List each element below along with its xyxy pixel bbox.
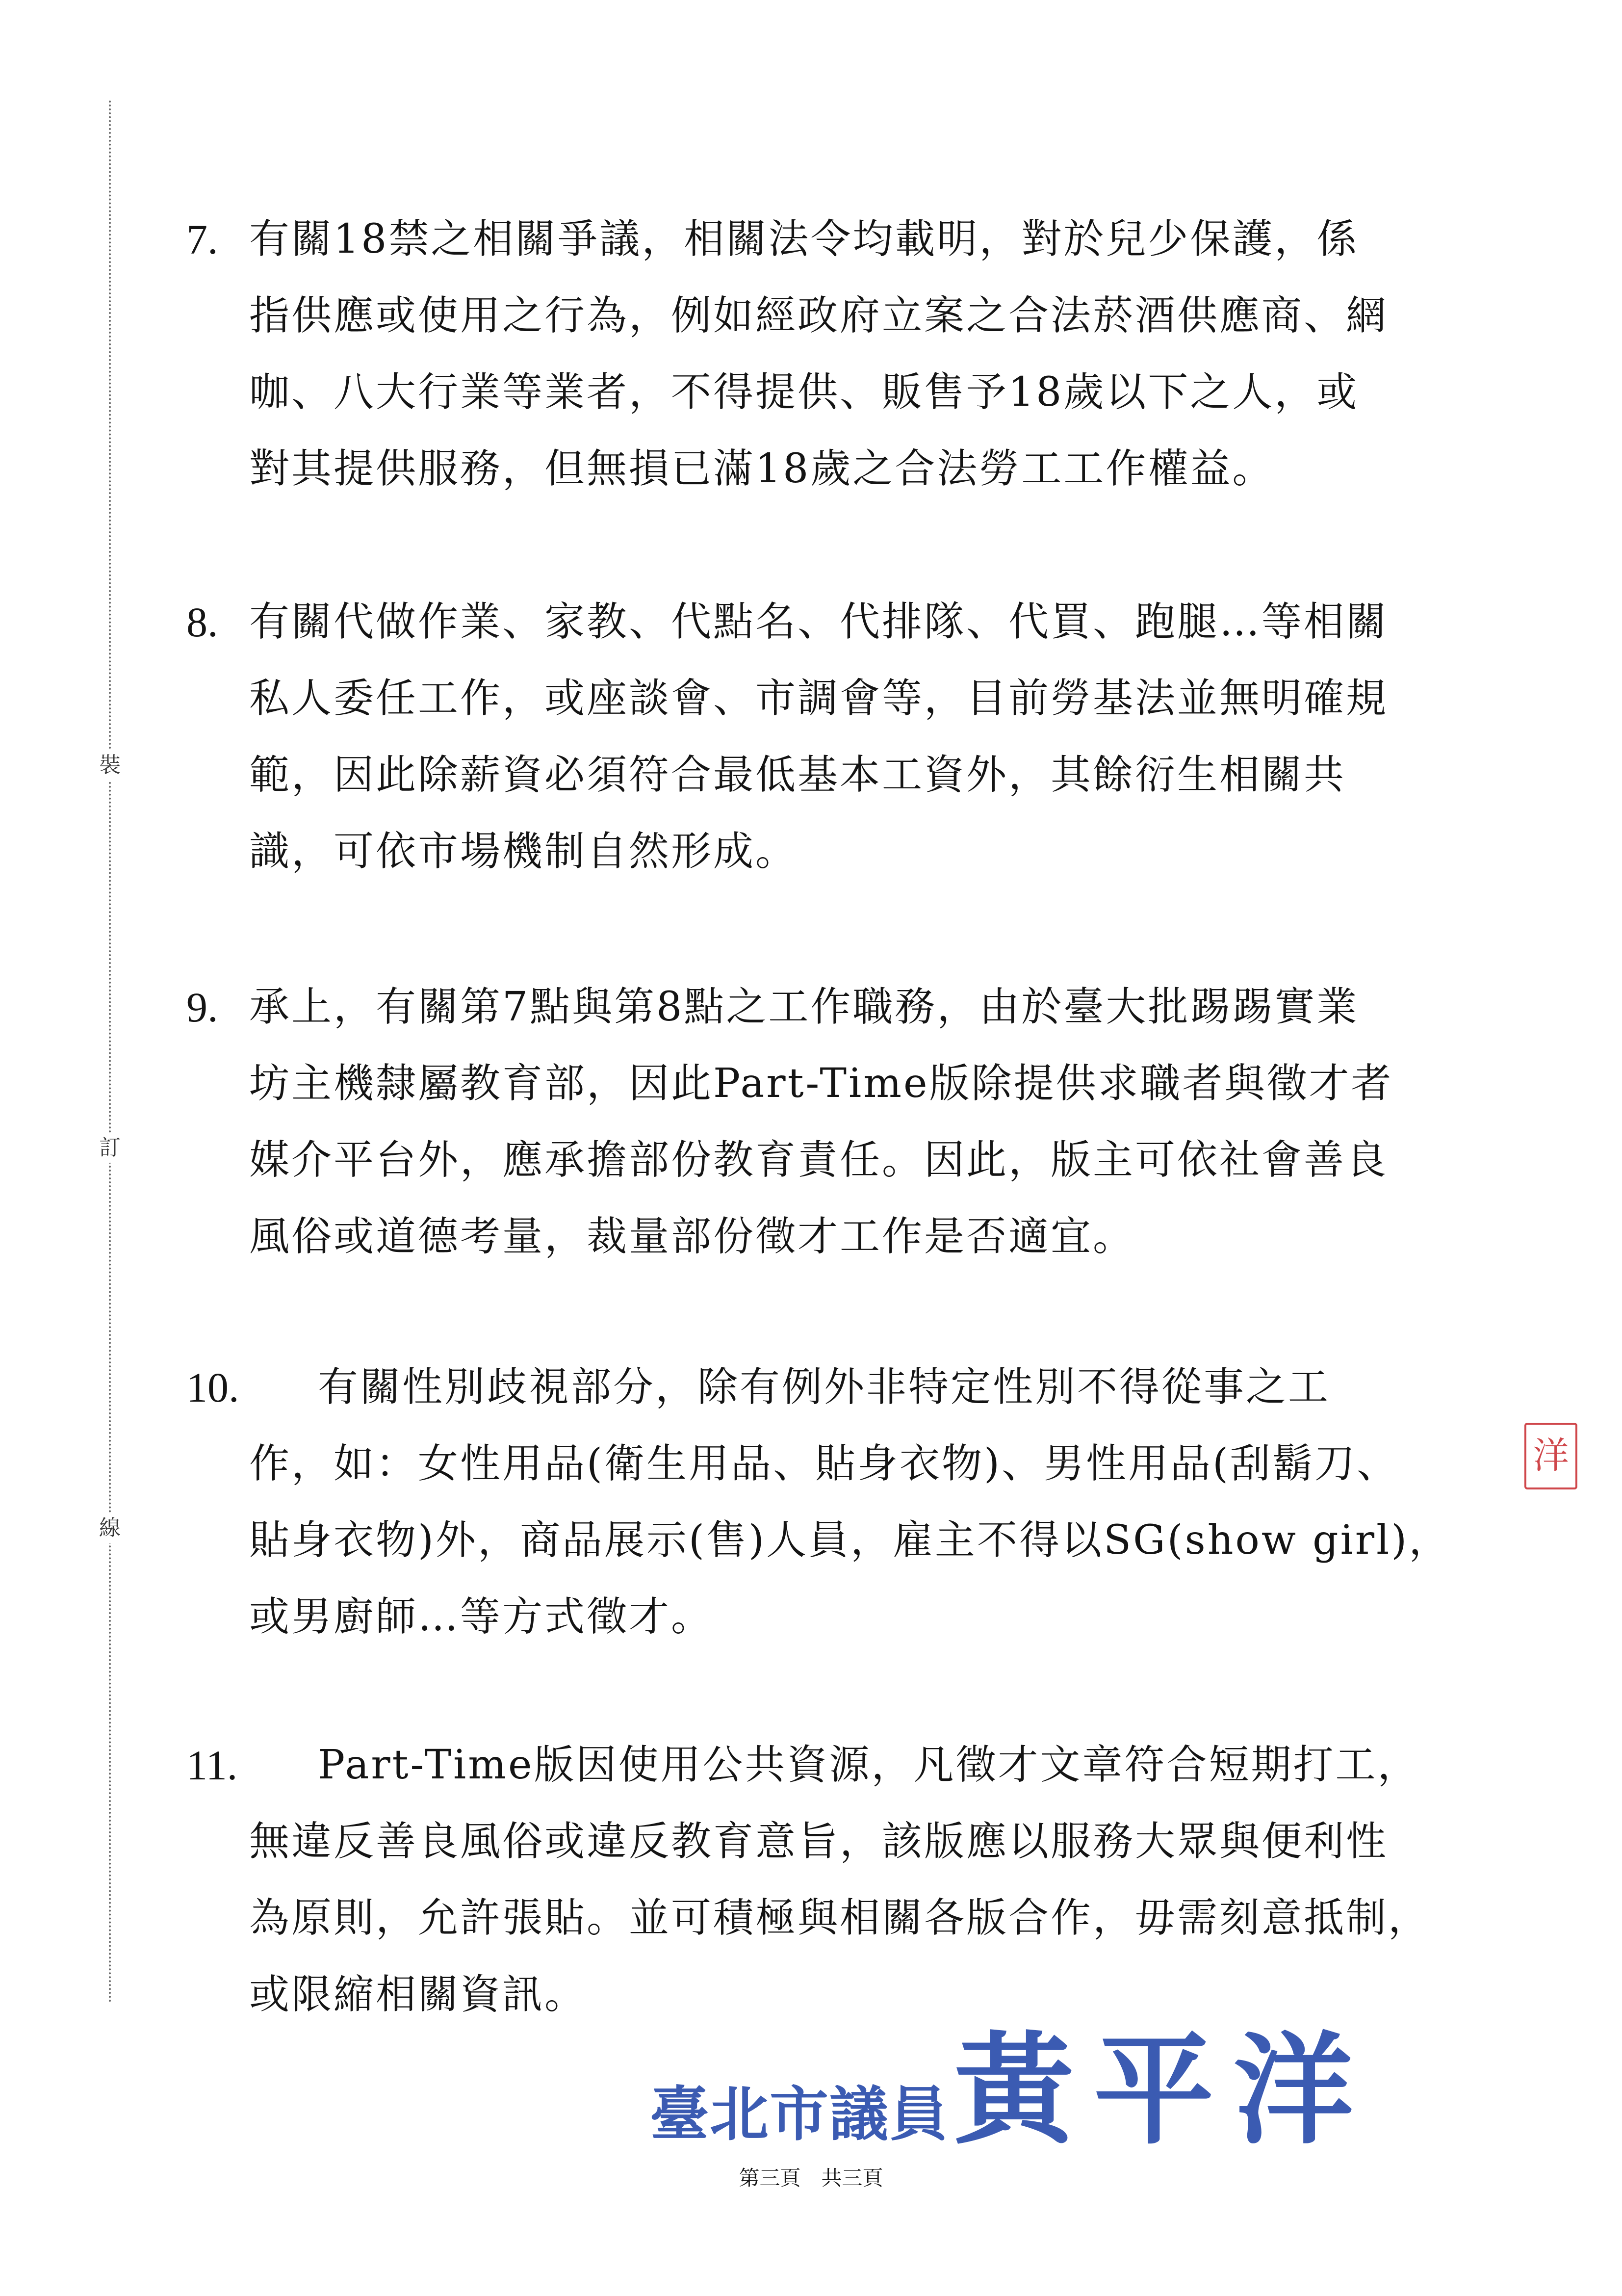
item-line: 媒介平台外，應承擔部份教育責任。因此，版主可依社會善良: [249, 1137, 1389, 1183]
item-line: 承上，有關第7點與第8點之工作職務，由於臺大批踢踢實業: [249, 984, 1359, 1030]
item-line: 或限縮相關資訊。: [249, 1971, 587, 2018]
signature-name: 黃平洋: [954, 2019, 1373, 2161]
item-line: Part-Time版因使用公共資源，凡徵才文章符合短期打工，: [318, 1742, 1420, 1788]
binding-char-ding: 訂: [97, 1133, 123, 1163]
item-11: [186, 1727, 1432, 2033]
item-number: 9.: [186, 984, 218, 1031]
item-10: [186, 1349, 1451, 1655]
seal-stamp: 洋: [1524, 1423, 1577, 1489]
item-number: 10.: [186, 1364, 239, 1411]
item-number: 7.: [186, 216, 218, 263]
item-line: 對其提供服務，但無損已滿18歲之合法勞工工作權益。: [249, 445, 1275, 492]
page-footer: 第三頁 共三頁: [739, 2166, 883, 2190]
item-line: 有關18禁之相關爭議，相關法令均載明，對於兒少保護，係: [249, 216, 1359, 262]
item-line: 有關性別歧視部分，除有例外非特定性別不得從事之工: [318, 1364, 1331, 1410]
item-line: 指供應或使用之行為，例如經政府立案之合法菸酒供應商、網: [249, 292, 1389, 339]
item-number: 11.: [186, 1742, 238, 1789]
item-line: 或男廚師…等方式徵才。: [249, 1593, 714, 1640]
item-line: 咖、八大行業等業者，不得提供、販售予18歲以下之人，或: [249, 369, 1359, 416]
item-9: [186, 969, 1432, 1275]
item-line: 私人委任工作，或座談會、市調會等，目前勞基法並無明確規: [249, 675, 1389, 722]
item-8: [186, 584, 1432, 890]
item-line: 無違反善良風俗或違反教育意旨，該版應以服務大眾與便利性: [249, 1818, 1389, 1865]
item-line: 貼身衣物)外，商品展示(售)人員，雇主不得以SG(show girl)，: [249, 1517, 1451, 1564]
item-line: 作，如：女性用品(衛生用品、貼身衣物)、男性用品(刮鬍刀、: [249, 1440, 1399, 1487]
item-number: 8.: [186, 599, 218, 646]
item-line: 有關代做作業、家教、代點名、代排隊、代買、跑腿…等相關: [249, 599, 1389, 645]
binding-char-zhuang: 裝: [97, 751, 123, 780]
item-line: 為原則，允許張貼。並可積極與相關各版合作，毋需刻意抵制，: [249, 1895, 1431, 1941]
signature-stamp: [650, 2014, 1459, 2171]
binding-margin-dotted-line: [109, 101, 111, 2004]
item-line: 坊主機隸屬教育部，因此Part-Time版除提供求職者與徵才者: [249, 1060, 1393, 1107]
item-7: [186, 201, 1432, 507]
item-line: 識，可依市場機制自然形成。: [249, 828, 798, 875]
signature-title: 臺北市議員: [650, 2080, 949, 2149]
item-line: 風俗或道德考量，裁量部份徵才工作是否適宜。: [249, 1213, 1135, 1260]
binding-char-xian: 線: [97, 1513, 123, 1543]
item-line: 範，因此除薪資必須符合最低基本工資外，其餘衍生相關共: [249, 752, 1346, 798]
